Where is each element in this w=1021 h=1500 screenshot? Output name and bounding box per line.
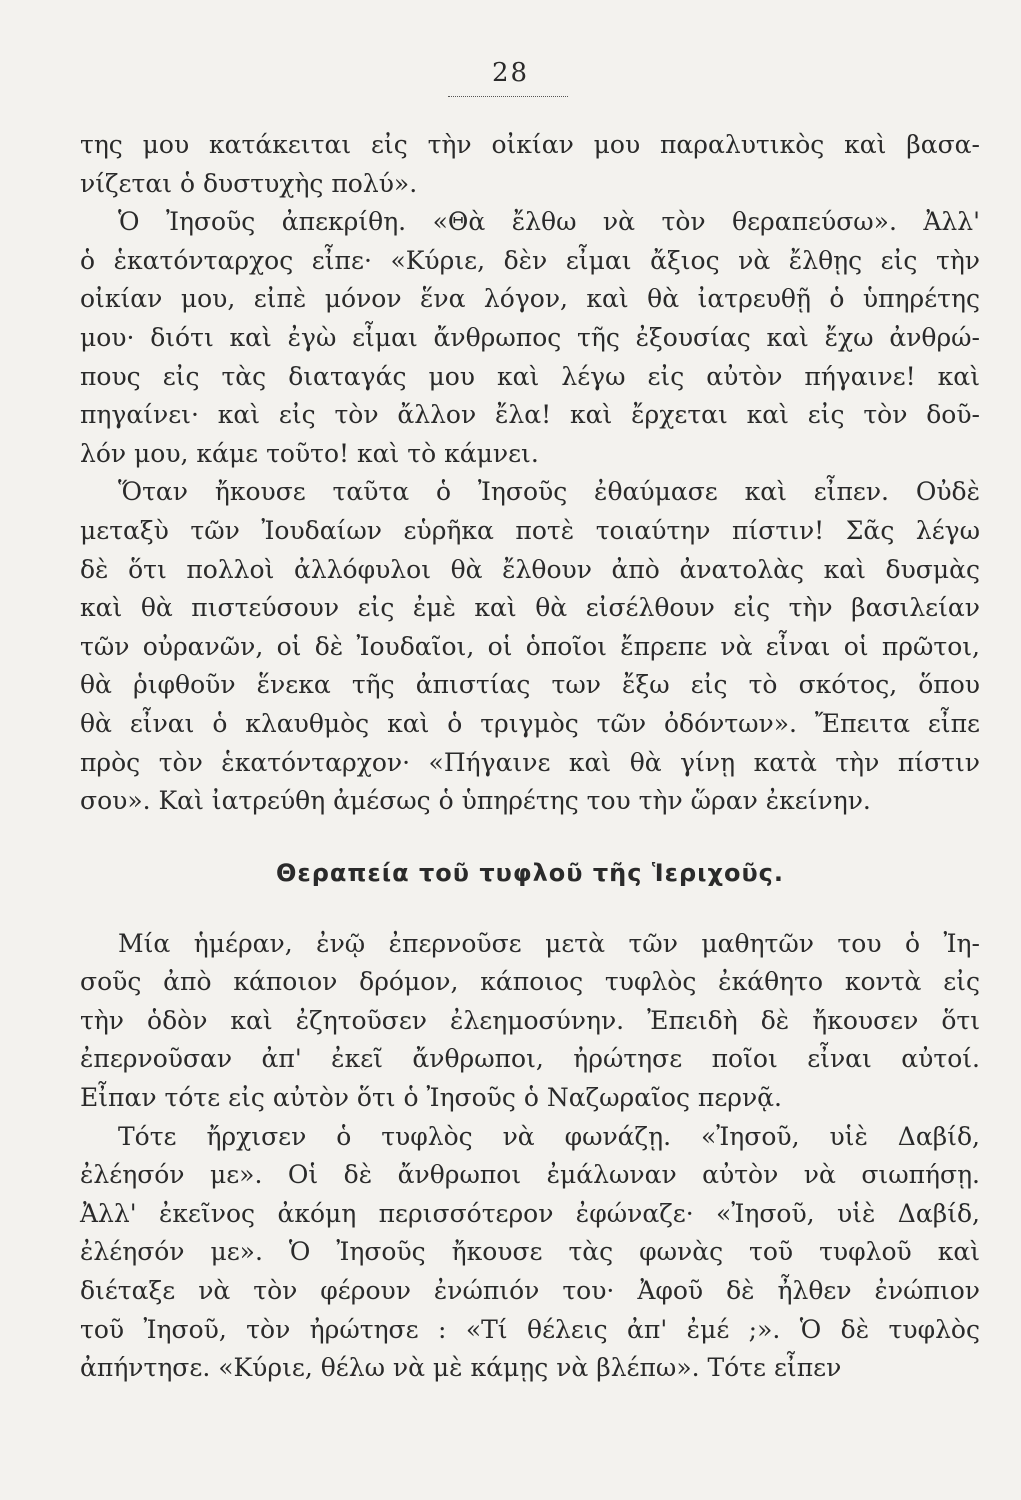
text-line: ἐλέησόν με». Οἱ δὲ ἄνθρωποι ἐμάλωναν αὐτὸν νὰ σιωπήσῃ. [80,1160,980,1190]
body-text [80,126,980,1388]
text-line: διέταξε νὰ τὸν φέρουν ἐνώπιόν του· Ἀφοῦ δὲ ἦλθεν ἐνώπιον [80,1276,980,1306]
text-line: πρὸς τὸν ἑκατόνταρχον· «Πήγαινε καὶ θὰ γίνῃ κατὰ τὴν πίστιν [80,747,980,777]
page-number-rule [448,96,568,97]
text-line: ἀπήντησε. «Κύριε, θέλω νὰ μὲ κάμῃς νὰ βλέπω». Τότε εἶπεν [80,1353,842,1383]
text-line: τῶν οὐρανῶν, οἱ δὲ Ἰουδαῖοι, οἱ ὁποῖοι ἔπρεπε νὰ εἶναι οἱ πρῶτοι, [80,631,980,661]
text-line: Ἀλλ' ἐκεῖνος ἀκόμη περισσότερον ἐφώναζε· «Ἰησοῦ, υἱὲ Δαβίδ, [80,1198,980,1228]
text-line: μου· διότι καὶ ἐγὼ εἶμαι ἄνθρωπος τῆς ἐξουσίας καὶ ἔχω ἀνθρώ- [80,322,980,352]
page-number: 28 [491,58,530,88]
text-line: ἐπερνοῦσαν ἀπ' ἐκεῖ ἄνθρωποι, ἠρώτησε ποῖοι εἶναι αὐτοί. [80,1044,980,1074]
text-line: δὲ ὅτι πολλοὶ ἀλλόφυλοι θὰ ἔλθουν ἀπὸ ἀνατολὰς καὶ δυσμὰς [80,554,980,584]
text-line: τοῦ Ἰησοῦ, τὸν ἠρώτησε : «Τί θέλεις ἀπ' ἐμέ ;». Ὁ δὲ τυφλὸς [80,1314,980,1344]
text-line: καὶ θὰ πιστεύσουν εἰς ἐμὲ καὶ θὰ εἰσέλθουν εἰς τὴν βασιλείαν [80,593,980,623]
text-line: ὁ ἑκατόνταρχος εἶπε· «Κύριε, δὲν εἶμαι ἄξιος νὰ ἔλθῃς εἰς τὴν [80,245,980,275]
text-line: οἰκίαν μου, εἰπὲ μόνον ἕνα λόγον, καὶ θὰ ἰατρευθῇ ὁ ὑπηρέτης [80,284,980,314]
text-line: της μου κατάκειται εἰς τὴν οἰκίαν μου παραλυτικὸς καὶ βασα- [80,130,980,159]
text-line: νίζεται ὁ δυστυχὴς πολύ». [80,168,418,198]
text-line: πηγαίνει· καὶ εἰς τὸν ἄλλον ἔλα! καὶ ἔρχεται καὶ εἰς τὸν δοῦ- [80,400,980,430]
paragraph [80,126,980,203]
paragraphs-bottom [80,925,980,1388]
paragraphs-top [80,126,980,821]
text-line: τὴν ὁδὸν καὶ ἐζητοῦσεν ἐλεημοσύνην. Ἐπειδὴ δὲ ἤκουσεν ὅτι [80,1005,980,1035]
text-line: πους εἰς τὰς διαταγάς μου καὶ λέγω εἰς αὐτὸν πήγαινε! καὶ [80,361,980,391]
text-line: μεταξὺ τῶν Ἰουδαίων εὑρῆκα ποτὲ τοιαύτην πίστιν! Σᾶς λέγω [80,515,980,545]
text-line: λόν μου, κάμε τοῦτο! καὶ τὸ κάμνει. [80,438,539,468]
section-heading-wrap [80,821,980,925]
text-line: Μία ἡμέραν, ἐνῷ ἐπερνοῦσε μετὰ τῶν μαθητῶν του ὁ Ἰη- [118,928,980,958]
text-line: Εἶπαν τότε εἰς αὐτὸν ὅτι ὁ Ἰησοῦς ὁ Ναζωραῖος περνᾷ. [80,1083,783,1113]
paragraph [80,473,980,820]
text-line: θὰ εἶναι ὁ κλαυθμὸς καὶ ὁ τριγμὸς τῶν ὀδόντων». Ἔπειτα εἶπε [80,708,980,738]
text-line: Τότε ἤρχισεν ὁ τυφλὸς νὰ φωνάζῃ. «Ἰησοῦ, υἱὲ Δαβίδ, [118,1121,980,1151]
text-line: Ὁ Ἰησοῦς ἀπεκρίθη. «Θὰ ἔλθω νὰ τὸν θεραπεύσω». Ἀλλ' [118,207,980,237]
paragraph [80,925,980,1118]
paragraph [80,203,980,473]
text-line: θὰ ῥιφθοῦν ἕνεκα τῆς ἀπιστίας των ἔξω εἰς τὸ σκότος, ὅπου [80,670,980,700]
section-heading: Θεραπεία τοῦ τυφλοῦ τῆς Ἱεριχοῦς. [275,858,784,887]
paragraph [80,1118,980,1388]
text-line: σου». Καὶ ἰατρεύθη ἀμέσως ὁ ὑπηρέτης του τὴν ὥραν ἐκείνην. [80,786,871,816]
text-line: Ὅταν ἤκουσε ταῦτα ὁ Ἰησοῦς ἐθαύμασε καὶ εἶπεν. Οὐδὲ [118,477,980,507]
text-line: σοῦς ἀπὸ κάποιον δρόμον, κάποιος τυφλὸς ἐκάθητο κοντὰ εἰς [80,967,980,997]
text-line: ἐλέησόν με». Ὁ Ἰησοῦς ἤκουσε τὰς φωνὰς τοῦ τυφλοῦ καὶ [80,1237,980,1267]
